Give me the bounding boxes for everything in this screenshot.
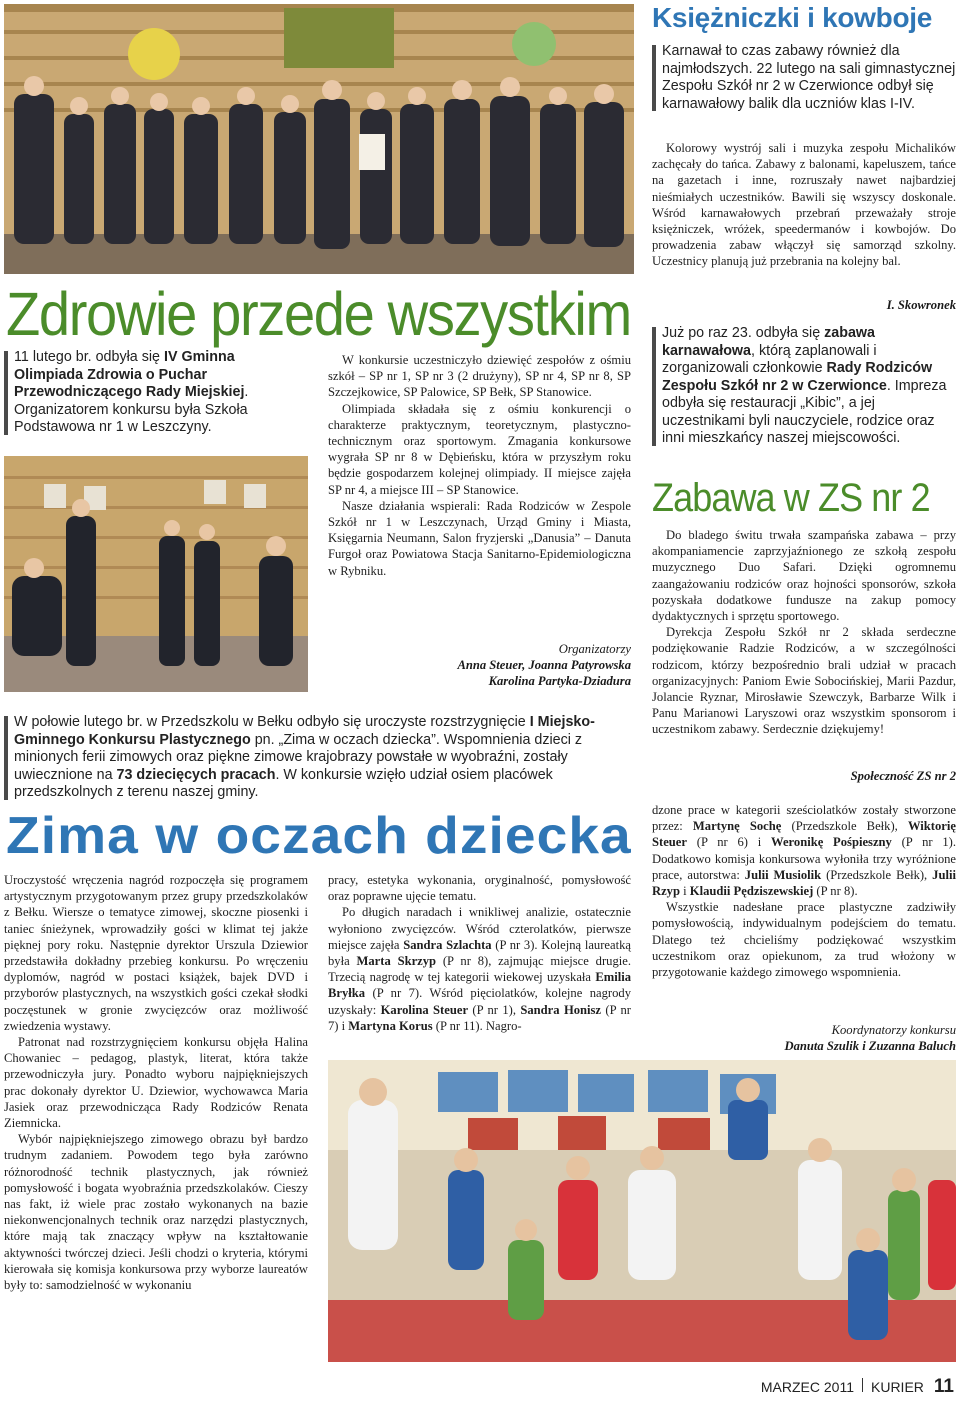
olympiad-paragraph: W konkursie uczestniczyło dziewięć zespołów z ośmiu szkół – SP nr 1, SP nr 3 (2 drużyny), SP nr 4, SP nr 8, SP Szczejkowice, SP Palowice, SP Bełk, SP Stanowice. bbox=[328, 353, 631, 400]
zabawa-paragraph: Do bladego świtu trwała szampańska zabawa – przy akompaniamencie zaprzyjaźnionego ze szkołą zespołu muzycznego Duo Safari. Dzięki ogromnemu zaangażowaniu rodziców oraz hojności sponsorów, szkoła pozyskała dodatkowe fundusze na zakup pomocy dydaktycznych i sprzętu sportowego. bbox=[652, 528, 956, 624]
page-footer bbox=[761, 1376, 954, 1398]
zabawa-body bbox=[652, 527, 956, 738]
zima-winner-name: Martynę Sochę bbox=[692, 819, 782, 834]
zima-winner-name: Marta Skrzyp bbox=[356, 954, 437, 969]
zima-text: (P nr 8), zajmując miejsce drugie. Trzecią nagrodę w tej kategorii wiekowej uzyskała bbox=[328, 954, 631, 985]
zima-text: (P nr 8). bbox=[813, 884, 858, 899]
zima-headline: Zima w oczach dziecka bbox=[6, 807, 632, 865]
zima-winner-name: Julii Musiolik bbox=[744, 867, 822, 882]
zima-paragraph: Uroczystość wręczenia nagród rozpoczęła się programem artystycznym przygotowanym przez grupy przedszkolaków z Bełku. Wiersze o tematyce zimowej, skoczne piosenki i taniec śnieżynek, wprowadziły gości w klimat tej jakże pięknej pory roku. Następnie dyrektor Urszula Dziewior przedstawiła dokładny przebieg konkursu. Po wręczeniu dyplomów, nagród w postaci książek, bajek DVD i przyborów plastycznych, na wszystkich gości czekał słodki poczęstunek w gronie zwycięzców oraz możliwość zwiedzenia wystawy. bbox=[4, 873, 308, 1033]
page-number: 11 bbox=[933, 1376, 954, 1397]
zima-lead bbox=[4, 714, 632, 802]
zima-text: (P nr 1), bbox=[468, 1002, 521, 1017]
zabawa-lead-bold: Rady Rodziców Zespołu Szkół nr 2 w Czerwionce bbox=[662, 360, 933, 394]
zabawa-signature bbox=[652, 768, 956, 784]
zima-winner-name: Julii Rzyp bbox=[652, 867, 956, 899]
zima-column-3 bbox=[652, 802, 956, 980]
zabawa-lead-text: Już po raz 23. odbyła się bbox=[662, 325, 825, 341]
kindergarten-photo bbox=[328, 1060, 956, 1362]
zima-text: (P nr 1). Dodatkowo komisja konkursowa wyłoniła trzy wyróżnione prace, autorstwa: bbox=[652, 835, 957, 882]
zima-text: (Przedszkole Bełk), bbox=[821, 867, 933, 882]
ksiezniczki-signature-name: I. Skowronek bbox=[886, 298, 956, 312]
olympiad-lead-text: . Organizatorem konkursu była Szkoła Podstawowa nr 1 w Leszczyny. bbox=[14, 384, 249, 435]
ksiezniczki-body bbox=[652, 140, 956, 270]
zima-winners-paragraph bbox=[328, 904, 631, 1034]
zima-text: (P nr 7) i bbox=[328, 1002, 631, 1033]
zima-text: (P nr 11). Nagro- bbox=[432, 1018, 522, 1033]
zima-winner-name: Wiktorię Steuer bbox=[652, 819, 956, 850]
zima-text: (Przedszkole Bełk), bbox=[781, 819, 908, 834]
ksiezniczki-paragraph: Kolorowy wystrój sali i muzyka zespołu Michalików zachęcały do tańca. Zabawy z balonami, kapeluszem, tańce na gazetach i inne, rozruszały nawet najbardziej nieśmiałych uczestników. Bawili się wszyscy doskonale. Wśród karnawałowych przebrań przeważały stroje księżniczek, wróżek, speedermanów i kowbojów. Do prowadzenia zabaw włączył się samorząd szkolny. Uczestnicy planują już przebrania na kolejny bal. bbox=[652, 141, 956, 269]
zima-text: (P nr 7). Wśród pięciolatków, kolejne nagrody uzyskały: bbox=[328, 986, 631, 1017]
zima-lead-text: . W konkursie wzięło udział osiem placówek przedszkolnych z terenu naszej gminy. bbox=[14, 766, 553, 800]
olympiad-signature-role: Organizatorzy bbox=[558, 642, 631, 656]
olympiad-signature-name: Anna Steuer, Joanna Patyrowska bbox=[457, 658, 631, 672]
zima-signature bbox=[652, 1022, 956, 1054]
zima-column-1 bbox=[4, 872, 308, 1293]
zabawa-lead-bold: zabawa karnawałowa bbox=[662, 325, 875, 359]
ksiezniczki-lead: Karnawał to czas zabawy również dla najmłodszych. 22 lutego na sali gimnastycznej Zespołu Szkół nr 2 w Czerwionce odbył się karnawałowy balik dla uczniów klas I-IV. bbox=[652, 43, 956, 113]
olympiad-group-photo bbox=[4, 4, 634, 274]
olympiad-lead bbox=[4, 349, 304, 437]
olympiad-signature bbox=[328, 641, 631, 689]
zima-winner-name: Sandra Honisz bbox=[520, 1002, 602, 1017]
ksiezniczki-headline: Księżniczki i kowboje bbox=[652, 2, 933, 33]
zima-text: dzone prace w kategorii sześciolatków zostały stworzone przez: bbox=[652, 803, 956, 834]
ksiezniczki-signature bbox=[652, 297, 956, 313]
zabawa-paragraph: Dyrekcja Zespołu Szkół nr 2 składa serdeczne podziękowanie Radzie Rodziców, a w szczególności rodzicom, którzy bezpośrednio brali udział w pracach organizacyjnych: Paniom Ewie Sobocińskiej, Marii Pazdur, Jolancie Ryznar, Mirosławie Szewczyk, Barbarze Wilk i Panu Marianowi Laryszowi oraz wszystkim sponsorom i uczestnikom zabawy. Serdecznie dziękujemy! bbox=[652, 625, 956, 737]
zima-lead-text: W połowie lutego br. w Przedszkolu w Bełku odbyło się uroczyste rozstrzygnięcie bbox=[14, 714, 530, 730]
zima-paragraph: pracy, estetyka wykonania, oryginalność, pomysłowość oraz poprawne ujęcie tematu. bbox=[328, 873, 631, 904]
zima-text: (P nr 3). Kolejną laureatką była bbox=[328, 937, 631, 969]
zima-signature-name: Danuta Szulik i Zuzanna Baluch bbox=[784, 1039, 956, 1053]
olympiad-lead-text: 11 lutego br. odbyła się bbox=[14, 349, 164, 365]
olympiad-contest-photo bbox=[4, 456, 308, 692]
zima-text: (P nr 6) i bbox=[686, 835, 772, 850]
zabawa-lead bbox=[652, 325, 956, 448]
zima-column-2 bbox=[328, 872, 631, 1034]
zabawa-headline: Zabawa w ZS nr 2 bbox=[652, 476, 930, 520]
zima-lead-bold: I Miejsko-Gminnego Konkursu Plastycznego bbox=[14, 714, 595, 748]
zima-winner-name: Weronikę Pośpieszny bbox=[771, 835, 892, 850]
olympiad-lead-bold: IV Gminna Olimpiada Zdrowia o Puchar Przewodniczącego Rady Miejskiej bbox=[14, 349, 245, 400]
zabawa-lead-text: , którą zaplanowali i zorganizowali członkowie bbox=[662, 342, 877, 376]
footer-issue: MARZEC 2011 bbox=[760, 1379, 854, 1395]
olympiad-paragraph: Nasze działania wspierali: Rada Rodziców w Zespole Szkół nr 1 w Leszczynach, Urząd Gminy i Miasta, Księgarnia Neumann, Salon fryzjerski „Danusia” – Danuta Furgoł oraz Powiatowa Stacja Sanitarno-Epidemiologiczna w Rybniku. bbox=[328, 498, 631, 578]
olympiad-paragraph: Olimpiada składała się z ośmiu konkurencji o charakterze praktycznym, teoretycznym, plastyczno-technicznym oraz sportowym. Zmagania konkursowe wygrała SP nr 8 w Dębieńsku, która w przyszłym roku będzie gospodarzem kolejnej olimpiady. II miejsce zajęła SP nr 4, a miejsce III – SP Stanowice. bbox=[328, 401, 631, 497]
zima-text: i bbox=[680, 884, 690, 899]
zima-signature-role: Koordynatorzy konkursu bbox=[831, 1023, 956, 1037]
footer-magazine: KURIER bbox=[871, 1379, 924, 1395]
zima-winner-name: Martyna Korus bbox=[348, 1018, 433, 1033]
zabawa-lead-text: . Impreza odbyła się restauracji „Kibic”, a jej uczestnikami byli nauczyciele, rodzice oraz inni mieszkańcy naszej miejscowości. bbox=[662, 377, 947, 446]
zima-paragraph: Patronat nad rozstrzygnięciem konkursu objęła Halina Chowaniec – pedagog, plastyk, literat, która także przewodniczyła jury. Ponadto wyboru najpiękniejszych prac dokonały dyrektor U. Dziewior, wychowawca Maria Jasiek oraz przewodnicząca Rady Rodziców Renata Ziemnicka. bbox=[4, 1035, 308, 1131]
zabawa-signature-name: Społeczność ZS nr 2 bbox=[850, 769, 956, 783]
zima-winner-name: Sandra Szlachta bbox=[403, 937, 492, 952]
zima-winners-paragraph bbox=[652, 802, 956, 899]
olympiad-headline: Zdrowie przede wszystkim bbox=[6, 280, 631, 348]
zima-lead-text: pn. „Zima w oczach dziecka”. Wspomnienia dzieci z minionych ferii zimowych oraz piękne zimowe krajobrazy powstałe w wyobraźni, zostały uwiecznione na bbox=[14, 731, 583, 783]
zima-winner-name: Emilia Bryłka bbox=[328, 970, 631, 1001]
zima-winner-name: Klaudii Pędziszewskiej bbox=[689, 884, 814, 899]
zima-paragraph: Wybór najpiękniejszego zimowego obrazu był bardzo trudnym zadaniem. Powodem tego była zarówno różnorodność technik plastycznych, jak również pomysłowość i bogata wyobraźnia przedszkolaków. Cieszy nas fakt, iż wiele prac zostało wykonanych na bazie niekonwencjonalnych technik oraz narzędzi plastycznych, które mają tak znaczący wpływ na kształtowanie aktywności twórczej dzieci. Jeśli chodzi o kryteria, którymi kierowała się komisja konkursowa przy wyborze laureatów były to: samodzielność w wykonaniu bbox=[4, 1132, 308, 1293]
zima-lead-bold: 73 dziecięcych pracach bbox=[116, 766, 276, 783]
olympiad-signature-name: Karolina Partyka-Dziadura bbox=[488, 674, 631, 688]
footer-divider bbox=[862, 1378, 863, 1392]
olympiad-body bbox=[328, 352, 631, 579]
zima-text: Po długich naradach i wnikliwej analizie, ostatecznie wyłoniono zwycięzców. Wśród czterolatków, pierwsze miejsce zajęła bbox=[328, 905, 631, 952]
zima-winner-name: Karolina Steuer bbox=[380, 1002, 469, 1017]
zima-paragraph: Wszystkie nadesłane prace plastyczne zadziwiły pomysłowością, indywidualnym podejściem do tematu. Dlatego też chcieliśmy podziękować wszystkim uczestnikom oraz opiekunom, za trud włożony w przygotowanie każdego zimowego wspomnienia. bbox=[652, 900, 956, 980]
